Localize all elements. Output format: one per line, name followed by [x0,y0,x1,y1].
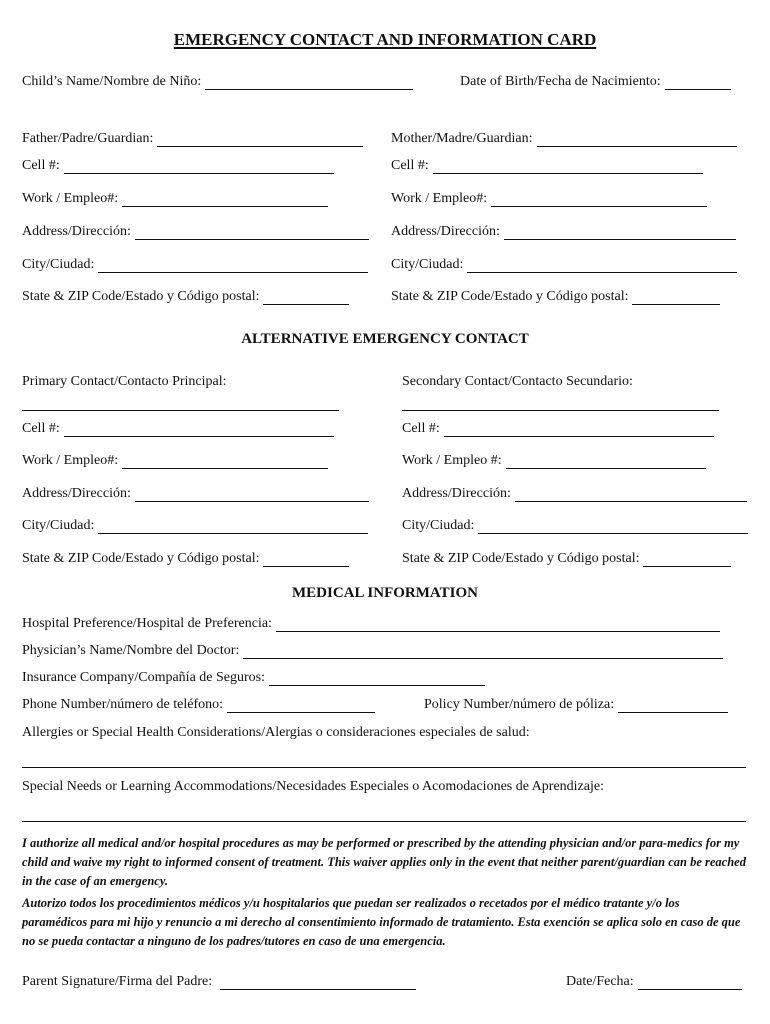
father-address-input[interactable] [135,227,369,240]
father-field [22,131,363,147]
secondary-work-label: Work / Empleo #: [402,453,502,468]
primary-city-field [22,518,368,534]
father-input[interactable] [157,134,363,147]
secondary-city-label: City/Ciudad: [402,518,475,533]
mother-statezip-label: State & ZIP Code/Estado y Código postal: [391,289,629,304]
father-work-input[interactable] [122,194,328,207]
father-cell-input[interactable] [64,161,334,174]
secondary-address-field [402,486,747,502]
parent-signature-input[interactable] [220,977,416,990]
secondary-statezip-label: State & ZIP Code/Estado y Código postal: [402,551,640,566]
father-statezip-field [22,289,349,305]
mother-statezip-field [391,289,720,305]
mother-cell-label: Cell #: [391,158,429,173]
mother-statezip-input[interactable] [632,292,720,305]
father-work-field [22,191,328,207]
mother-address-field [391,224,736,240]
phone-input[interactable] [227,700,375,713]
mother-work-label: Work / Empleo#: [391,191,488,206]
policy-input[interactable] [618,700,728,713]
father-cell-label: Cell #: [22,158,60,173]
mother-address-input[interactable] [504,227,736,240]
parent-signature-field [22,974,416,990]
mother-field [391,131,737,147]
secondary-address-label: Address/Dirección: [402,486,511,501]
primary-statezip-field [22,551,349,567]
mother-work-field [391,191,707,207]
secondary-cell-input[interactable] [444,424,714,437]
policy-field [424,697,728,713]
secondary-cell-field [402,421,714,437]
father-city-field [22,257,368,273]
mother-city-label: City/Ciudad: [391,257,464,272]
child-name-label: Child’s Name/Nombre de Niño: [22,74,202,89]
child-name-input[interactable] [205,77,413,90]
father-city-input[interactable] [98,260,368,273]
primary-work-field [22,453,328,469]
father-cell-field [22,158,334,174]
secondary-statezip-input[interactable] [643,554,731,567]
allergies-label: Allergies or Special Health Considerations/Alergias o consideraciones especiales de salud: [22,725,530,740]
insurance-field [22,670,485,686]
primary-cell-field [22,421,334,437]
primary-city-label: City/Ciudad: [22,518,95,533]
parent-signature-label: Parent Signature/Firma del Padre: [22,974,213,989]
father-statezip-input[interactable] [263,292,349,305]
insurance-input[interactable] [269,673,485,686]
primary-address-label: Address/Dirección: [22,486,131,501]
special-needs-input[interactable] [22,821,746,822]
allergies-input[interactable] [22,767,746,768]
father-work-label: Work / Empleo#: [22,191,119,206]
primary-work-label: Work / Empleo#: [22,453,119,468]
alternative-heading: ALTERNATIVE EMERGENCY CONTACT [241,331,529,347]
policy-label: Policy Number/número de póliza: [424,697,615,712]
father-city-label: City/Ciudad: [22,257,95,272]
mother-work-input[interactable] [491,194,707,207]
phone-field [22,697,375,713]
primary-contact-input[interactable] [22,410,339,411]
special-needs-label: Special Needs or Learning Accommodations/Necesidades Especiales o Acomodaciones de Aprendizaje: [22,779,604,794]
secondary-contact-label: Secondary Contact/Contacto Secundario: [402,374,633,389]
primary-work-input[interactable] [122,456,328,469]
primary-cell-label: Cell #: [22,421,60,436]
secondary-work-input[interactable] [506,456,706,469]
secondary-city-input[interactable] [478,521,748,534]
hospital-input[interactable] [276,619,720,632]
mother-label: Mother/Madre/Guardian: [391,131,533,146]
insurance-label: Insurance Company/Compañía de Seguros: [22,670,266,685]
father-label: Father/Padre/Guardian: [22,131,154,146]
hospital-label: Hospital Preference/Hospital de Preferencia: [22,616,272,631]
father-address-field [22,224,369,240]
secondary-cell-label: Cell #: [402,421,440,436]
primary-statezip-label: State & ZIP Code/Estado y Código postal: [22,551,260,566]
page-title: EMERGENCY CONTACT AND INFORMATION CARD [173,30,597,49]
phone-label: Phone Number/número de teléfono: [22,697,224,712]
mother-address-label: Address/Dirección: [391,224,500,239]
primary-city-input[interactable] [98,521,368,534]
signature-date-field [566,974,742,990]
primary-address-field [22,486,369,502]
physician-input[interactable] [243,646,723,659]
physician-label: Physician’s Name/Nombre del Doctor: [22,643,240,658]
child-dob-label: Date of Birth/Fecha de Nacimiento: [460,74,661,89]
primary-statezip-input[interactable] [263,554,349,567]
primary-contact-label: Primary Contact/Contacto Principal: [22,374,227,389]
mother-cell-field [391,158,703,174]
secondary-city-field [402,518,748,534]
child-name-field [22,74,413,90]
signature-date-input[interactable] [638,977,742,990]
mother-city-field [391,257,737,273]
mother-cell-input[interactable] [433,161,703,174]
secondary-contact-input[interactable] [402,410,719,411]
medical-heading: MEDICAL INFORMATION [292,585,478,601]
signature-date-label: Date/Fecha: [566,974,634,989]
father-statezip-label: State & ZIP Code/Estado y Código postal: [22,289,260,304]
father-address-label: Address/Dirección: [22,224,131,239]
child-dob-field [460,74,731,90]
physician-field [22,643,723,659]
mother-input[interactable] [537,134,737,147]
hospital-field [22,616,720,632]
secondary-work-field [402,453,706,469]
primary-address-input[interactable] [135,489,369,502]
child-dob-input[interactable] [665,77,731,90]
secondary-address-input[interactable] [515,489,747,502]
authorization-spanish: Autorizo todos los procedimientos médicos y/u hospitalarios que puedan ser realizados o recetados por el médico tratante y/o los paramédicos para mi hijo y renuncio a mi derecho al consentimiento informado de tratamiento. Esta exención se aplica solo en caso de que no se pueda contactar a ninguno de los padres/tutores en caso de una emergencia. [22,896,741,948]
authorization-english: I authorize all medical and/or hospital procedures as may be performed or prescribed by the attending physician and/or para-medics for my child and waive my right to informed consent of treatment. This waiver applies only in the event that neither parent/guardian can be reached in the case of an emergency. [22,836,746,888]
secondary-statezip-field [402,551,731,567]
primary-cell-input[interactable] [64,424,334,437]
mother-city-input[interactable] [467,260,737,273]
